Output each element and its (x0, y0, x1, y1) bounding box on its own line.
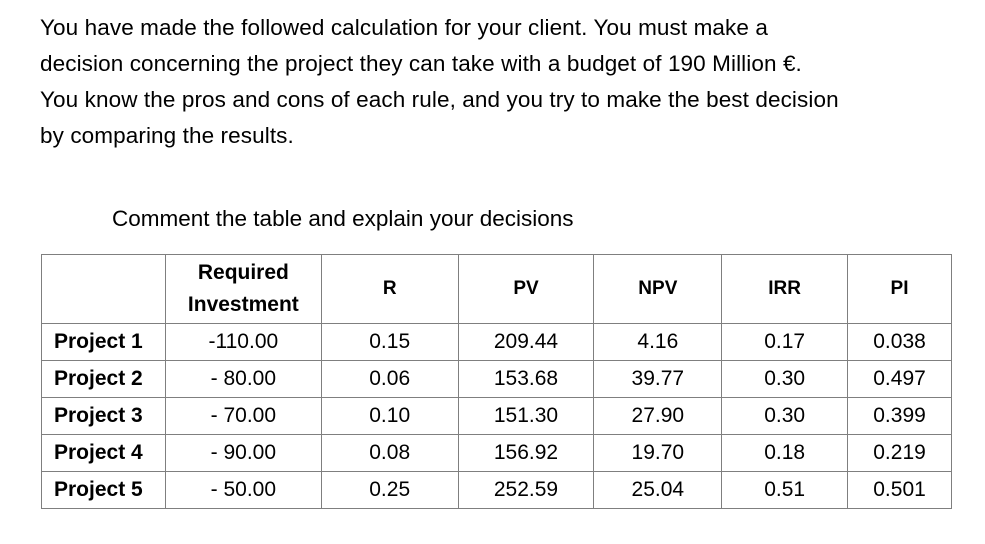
header-required-line1: Required (197, 261, 289, 284)
cell-required-investment: - 90.00 (165, 435, 321, 472)
cell-pv: 156.92 (458, 435, 594, 472)
table-row (42, 472, 952, 509)
cell-npv: 27.90 (594, 398, 722, 435)
cell-pi: 0.399 (848, 398, 952, 435)
table-row (42, 324, 952, 361)
cell-irr: 0.30 (722, 361, 848, 398)
row-label: Project 1 (42, 324, 166, 361)
cell-pv: 153.68 (458, 361, 594, 398)
row-label: Project 4 (42, 435, 166, 472)
header-pi: PI (848, 255, 952, 324)
header-empty (42, 255, 166, 324)
row-label: Project 2 (42, 361, 166, 398)
table-row (42, 435, 952, 472)
cell-required-investment: - 50.00 (165, 472, 321, 509)
cell-pi: 0.219 (848, 435, 952, 472)
projects-table (41, 254, 952, 509)
cell-npv: 4.16 (594, 324, 722, 361)
cell-r: 0.25 (321, 472, 458, 509)
header-required-line2: Investment (187, 293, 299, 316)
cell-r: 0.15 (321, 324, 458, 361)
header-required-investment (165, 255, 321, 324)
table-row (42, 361, 952, 398)
cell-r: 0.08 (321, 435, 458, 472)
cell-pv: 209.44 (458, 324, 594, 361)
intro-line-4: by comparing the results. (40, 123, 294, 148)
row-label: Project 5 (42, 472, 166, 509)
cell-irr: 0.30 (722, 398, 848, 435)
cell-pi: 0.501 (848, 472, 952, 509)
cell-irr: 0.17 (722, 324, 848, 361)
intro-line-2: decision concerning the project they can take with a budget of 190 Million €. (40, 51, 802, 76)
cell-pi: 0.497 (848, 361, 952, 398)
table-row (42, 398, 952, 435)
row-label: Project 3 (42, 398, 166, 435)
table-header-row (42, 255, 952, 324)
cell-required-investment: -110.00 (165, 324, 321, 361)
cell-required-investment: - 80.00 (165, 361, 321, 398)
intro-paragraph (40, 10, 940, 154)
cell-pv: 151.30 (458, 398, 594, 435)
cell-irr: 0.51 (722, 472, 848, 509)
cell-npv: 25.04 (594, 472, 722, 509)
cell-irr: 0.18 (722, 435, 848, 472)
header-npv: NPV (594, 255, 722, 324)
header-pv: PV (458, 255, 594, 324)
intro-line-3: You know the pros and cons of each rule, and you try to make the best decision (40, 87, 839, 112)
comment-instruction: Comment the table and explain your decisions (112, 206, 574, 231)
cell-r: 0.10 (321, 398, 458, 435)
header-r: R (321, 255, 458, 324)
cell-r: 0.06 (321, 361, 458, 398)
cell-pi: 0.038 (848, 324, 952, 361)
cell-npv: 39.77 (594, 361, 722, 398)
intro-line-1: You have made the followed calculation for your client. You must make a (40, 15, 768, 40)
header-irr: IRR (722, 255, 848, 324)
cell-pv: 252.59 (458, 472, 594, 509)
cell-npv: 19.70 (594, 435, 722, 472)
cell-required-investment: - 70.00 (165, 398, 321, 435)
